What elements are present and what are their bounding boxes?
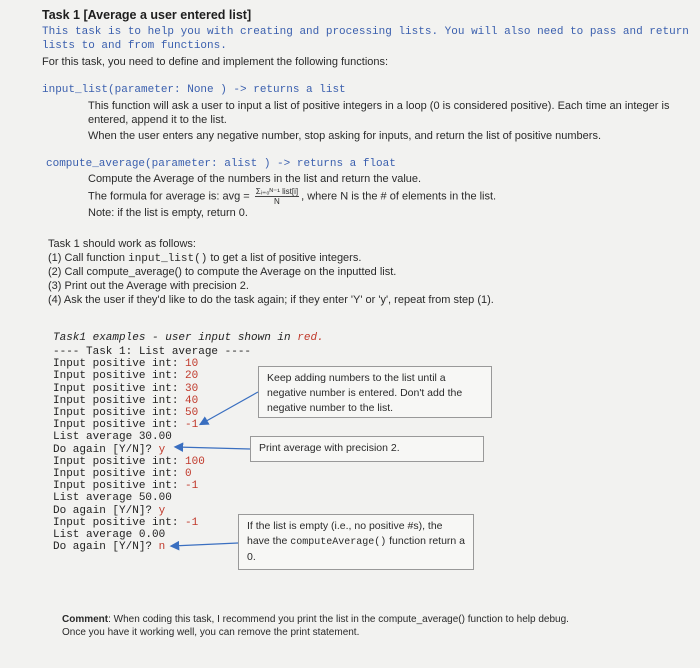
terminal-line: ---- Task 1: List average ----: [53, 346, 252, 358]
step-1-a: (1) Call function: [48, 252, 129, 264]
annotation-keep-adding: [258, 366, 492, 418]
formula-suffix: , where N is the # of elements in the list.: [301, 190, 497, 203]
input-list-signature-text: input_list(parameter: None ) -> returns a list: [42, 84, 346, 96]
annotation-keep-adding-text: Keep adding numbers to the list until a negative number is entered. Don't add the negative number to the list.: [267, 372, 463, 414]
annotation-precision: [250, 436, 484, 462]
terminal-line: Input positive int: 40: [53, 394, 199, 407]
step-1-b: to get a list of positive integers.: [207, 252, 362, 264]
examples-caption: [53, 332, 324, 344]
define-line: For this task, you need to define and implement the following functions:: [42, 56, 389, 68]
annotation-empty-a: If the list is empty (i.e., no positive #s), the have the: [247, 520, 443, 547]
empty-note: Note: if the list is empty, return 0.: [88, 207, 248, 219]
terminal-line: Do again [Y/N]? y: [53, 443, 166, 456]
examples-caption-red: red.: [297, 332, 324, 344]
terminal-line: Input positive int: -1: [53, 480, 199, 493]
step-2: [48, 266, 396, 278]
terminal-example: [53, 346, 251, 553]
step-4: (4) Ask the user if they'd like to do the task again; if they enter 'Y' or 'y', repeat from step (1).: [48, 294, 494, 306]
input-list-desc-3: When the user enters any negative number, stop asking for inputs, and return the list of positive numbers.: [88, 130, 602, 142]
terminal-line: Input positive int: 30: [53, 382, 199, 395]
formula-fraction: [255, 187, 299, 206]
annotation-precision-text: Print average with precision 2.: [259, 442, 400, 454]
step-1: [48, 252, 361, 265]
input-list-desc-2: entered, append it to the list.: [88, 114, 227, 126]
terminal-line: List average 0.00: [53, 529, 166, 542]
annotation-empty-list: [238, 514, 474, 570]
compute-average-desc-1: Compute the Average of the numbers in the list and return the value.: [88, 173, 422, 185]
formula-numerator: Σᵢ₌₀ᴺ⁻¹ list[i]: [255, 187, 299, 196]
examples-caption-text: Task1 examples - user input shown in: [53, 332, 298, 344]
input-list-signature: [42, 84, 346, 96]
comment-line-1: [62, 614, 569, 625]
input-list-desc-1: This function will ask a user to input a list of positive integers in a loop (0 is considered positive). Each time an integer is: [88, 100, 670, 112]
step-1-code: input_list(): [128, 253, 208, 265]
terminal-line: Input positive int: -1: [53, 419, 199, 432]
terminal-line: Input positive int: 50: [53, 407, 199, 420]
terminal-line: Input positive int: 10: [53, 358, 199, 371]
terminal-line: Input positive int: -1: [53, 516, 199, 529]
comment-line-2: Once you have it working well, you can remove the print statement.: [62, 627, 360, 638]
step-3: (3) Print out the Average with precision 2.: [48, 280, 249, 292]
annotation-empty-code: computeAverage(): [290, 537, 387, 548]
step-2-a: (2) Call compute_average(): [48, 266, 182, 278]
terminal-line: Do again [Y/N]? n: [53, 541, 166, 554]
comment-label: Comment: [62, 614, 109, 625]
intro-line-2: lists to and from functions.: [42, 40, 227, 52]
terminal-line: Input positive int: 20: [53, 370, 199, 383]
steps-intro: Task 1 should work as follows:: [48, 238, 196, 250]
compute-average-signature: compute_average(parameter: alist ) -> returns a float: [46, 158, 396, 170]
task-title: Task 1 [Average a user entered list]: [42, 8, 252, 22]
comment-text-1: : When coding this task, I recommend you print the list in the compute_average() function to help debug.: [108, 614, 569, 625]
terminal-line: List average 50.00: [53, 492, 172, 505]
terminal-line: Input positive int: 0: [53, 468, 192, 481]
intro-line-1: This task is to help you with creating and processing lists. You will also need to pass and return: [42, 26, 689, 38]
terminal-line: Do again [Y/N]? y: [53, 504, 166, 517]
formula-prefix: The formula for average is: avg =: [88, 190, 250, 203]
annotation-empty-b: function return a 0.: [247, 535, 466, 563]
formula-line: [88, 187, 496, 206]
terminal-line: List average 30.00: [53, 431, 172, 444]
step-2-b: to compute the Average on the inputted list.: [181, 266, 397, 278]
terminal-line: Input positive int: 100: [53, 455, 205, 468]
formula-denominator: N: [274, 197, 280, 206]
